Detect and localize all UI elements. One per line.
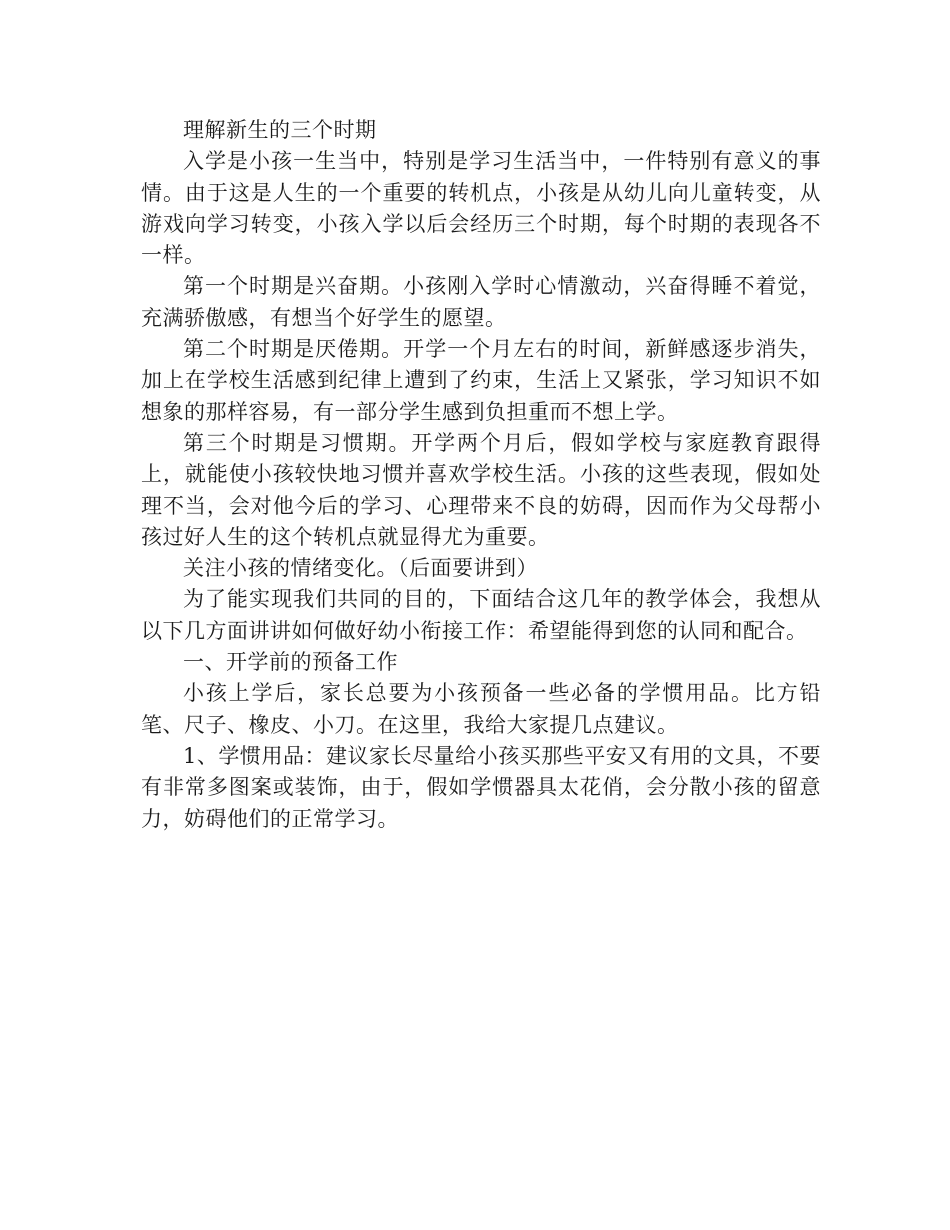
paragraph-supplies: 小孩上学后，家长总要为小孩预备一些必备的学惯用品。比方铅笔、尺子、橡皮、小刀。在这里，我给大家提几点建议。 bbox=[141, 681, 821, 737]
section-heading-preparation: 一、开学前的预备工作 bbox=[183, 650, 398, 675]
paragraph-supplies-advice: 1、学惯用品：建议家长尽量给小孩买那些平安又有用的文具，不要有非常多图案或装饰，由于，假如学惯器具太花俏，会分散小孩的留意力，妨碍他们的正常学习。 bbox=[141, 743, 821, 831]
paragraph-period-one: 第一个时期是兴奋期。小孩刚入学时心情激动，兴奋得睡不着觉，充满骄傲感，有想当个好学生的愿望。 bbox=[141, 274, 821, 330]
paragraph-goal: 为了能实现我们共同的目的，下面结合这几年的教学体会，我想从以下几方面讲讲如何做好幼小衔接工作：希望能得到您的认同和配合。 bbox=[141, 587, 821, 643]
document-page bbox=[141, 115, 821, 835]
paragraph-period-three: 第三个时期是习惯期。开学两个月后，假如学校与家庭教育跟得上，就能使小孩较快地习惯并喜欢学校生活。小孩的这些表现，假如处理不当，会对他今后的学习、心理带来不良的妨碍，因而作为父母帮小孩过好人生的这个转机点就显得尤为重要。 bbox=[141, 430, 821, 549]
section-title-three-periods: 理解新生的三个时期 bbox=[183, 118, 377, 142]
paragraph-period-two: 第二个时期是厌倦期。开学一个月左右的时间，新鲜感逐步消失，加上在学校生活感到纪律上遭到了约束，生活上又紧张，学习知识不如想象的那样容易，有一部分学生感到负担重而不想上学。 bbox=[141, 337, 821, 424]
paragraph-intro: 入学是小孩一生当中，特别是学习生活当中，一件特别有意义的事情。由于这是人生的一个重要的转机点，小孩是从幼儿向儿童转变，从游戏向学习转变，小孩入学以后会经历三个时期，每个时期的表现各不一样。 bbox=[141, 149, 821, 268]
paragraph-emotion-note: 关注小孩的情绪变化。（后面要讲到） bbox=[183, 556, 538, 581]
